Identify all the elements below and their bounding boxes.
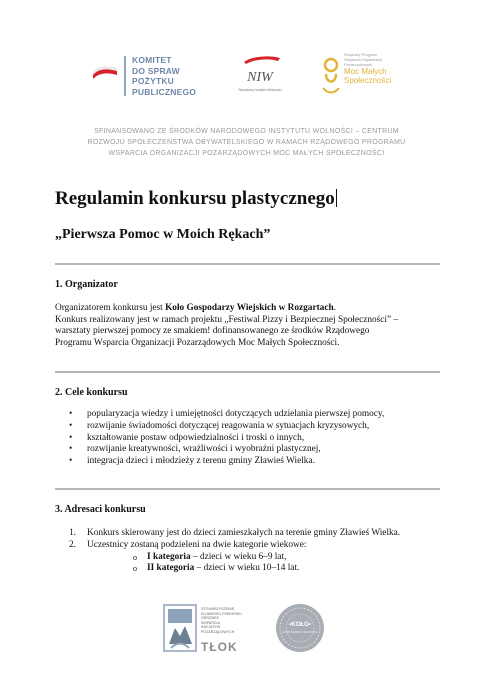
goals-list [55,409,384,468]
list-item: • popularyzacja wiedzy i umiejętności dotyczących udzielania pierwszej pomocy, [55,409,384,421]
category-label: I kategoria [147,551,191,562]
list-item: • kształtowanie postaw odpowiedzialności i troski o innych, [55,433,384,445]
komitet-line: POŻYTKU [132,76,175,86]
komitet-divider [124,56,126,96]
kolo-subtitle: GOSPODARZY WIEJSKICH [282,630,318,634]
section-divider [55,488,440,490]
list-item [55,540,400,575]
section-heading-organizer: 1. Organizator [55,279,118,290]
list-item: • rozwijanie świadomości dotyczącej reagowania w sytuacjach kryzysowych, [55,421,384,433]
category-text: – dzieci w wieku 10–14 lat. [194,563,300,574]
funding-line: SFINANSOWANO ZE ŚRODKÓW NARODOWEGO INSTYTUTU WOLNOŚCI – CENTRUM [94,128,399,135]
moc-small-line: Rządowy Program [344,52,377,57]
niw-logo [230,52,290,102]
list-text: Konkurs skierowany jest do dzieci zamieszkałych na terenie gminy Zławieś Wielka. [87,528,401,538]
moc-text [344,52,391,85]
moc-small-line: Pozarządowych [344,62,373,67]
moc-big-line: Moc Małych [344,67,387,76]
list-number: 2. [69,539,76,550]
niw-mark-icon [230,52,290,88]
kolo-badge-icon [275,603,325,653]
tlok-line: WSPARCIA [201,620,220,625]
tlok-line: OŚRODEK [201,616,219,621]
tlok-line: INICJATYW [201,625,221,630]
kolo-logo [275,603,325,653]
category-text: – dzieci w wieku 6–9 lat, [190,551,287,562]
header-logos [0,48,493,108]
organizer-line: Konkurs realizowany jest w ramach projektu „Festiwal Pizzy i Bezpiecznej Społeczności” – [55,314,399,325]
category-item [87,552,400,564]
kolo-name: •KOŁO• [289,622,311,628]
moc-small-line: Wsparcia Organizacji [344,57,382,62]
section-heading-addressees: 3. Adresaci konkursu [55,504,146,515]
niw-subtitle: Narodowy Instytut Wolności [238,88,282,92]
flag-icon [92,66,118,80]
komitet-line: KOMITET [132,55,172,65]
organizer-name: Koło Gospodarzy Wiejskich w Rozgartach [165,303,334,313]
list-number: 1. [69,528,76,538]
komitet-line: PUBLICZNEGO [132,86,197,97]
moc-big-line: Społeczności [344,76,392,85]
organizer-line [55,303,440,315]
document-body [55,186,440,574]
section-heading-goals: 2. Cele konkursu [55,387,128,398]
list-item: • integracja dzieci i młodzieży z terenu gminy Zławieś Wielka. [55,456,384,468]
organizer-text: . [333,303,336,313]
category-list [87,552,400,576]
section-divider [55,263,440,265]
list-text: Uczestnicy zostaną podzieleni na dwie kategorie wiekowe: [87,539,307,550]
komitet-logo [92,52,210,100]
funding-statement [0,126,493,159]
addressees-list [55,528,400,575]
organizer-paragraph [55,303,440,349]
moc-emblem-icon [320,54,342,96]
komitet-text [132,55,196,97]
tlok-name: TŁOK [201,640,238,654]
document-subtitle: „Pierwsza Pomoc w Moich Rękach” [55,227,271,242]
funding-line: ROZWOJU SPOŁECZEŃSTWA OBYWATELSKIEGO W RAMACH RZĄDOWEGO PROGRAMU [87,139,406,146]
list-item [55,528,400,540]
tlok-line: POZARZĄDOWYCH [201,629,235,634]
tlok-text [201,607,242,635]
list-item: • rozwijanie kreatywności, wrażliwości i wyobraźni plastycznej, [55,444,384,456]
text-cursor [336,189,337,207]
tlok-line: KUJAWSKO-POMORSKI [201,611,242,616]
tlok-logo [163,604,263,656]
section-divider [55,371,440,373]
document-title[interactable] [55,186,440,212]
organizer-line: warsztaty pierwszej pomocy ze smakiem! dofinansowanego ze środków Rządowego [55,326,370,337]
organizer-text: Organizatorem konkursu jest [55,303,166,313]
tlok-line: STOWARZYSZENIE [201,607,235,611]
funding-line: WSPARCIA ORGANIZACJI POZARZĄDOWYCH MOC MAŁYCH SPOŁECZNOŚCI [108,150,385,157]
komitet-line: DO SPRAW [132,65,180,76]
document-title-text: Regulamin konkursu plastycznego [55,188,335,209]
niw-mark-text: NIW [247,70,273,85]
category-item [87,563,400,575]
organizer-line: Programu Wsparcia Organizacji Pozarządowych Moc Małych Społeczności. [55,337,340,348]
tlok-emblem-icon [163,604,197,652]
moc-logo [320,52,410,102]
category-label: II kategoria [147,563,195,574]
